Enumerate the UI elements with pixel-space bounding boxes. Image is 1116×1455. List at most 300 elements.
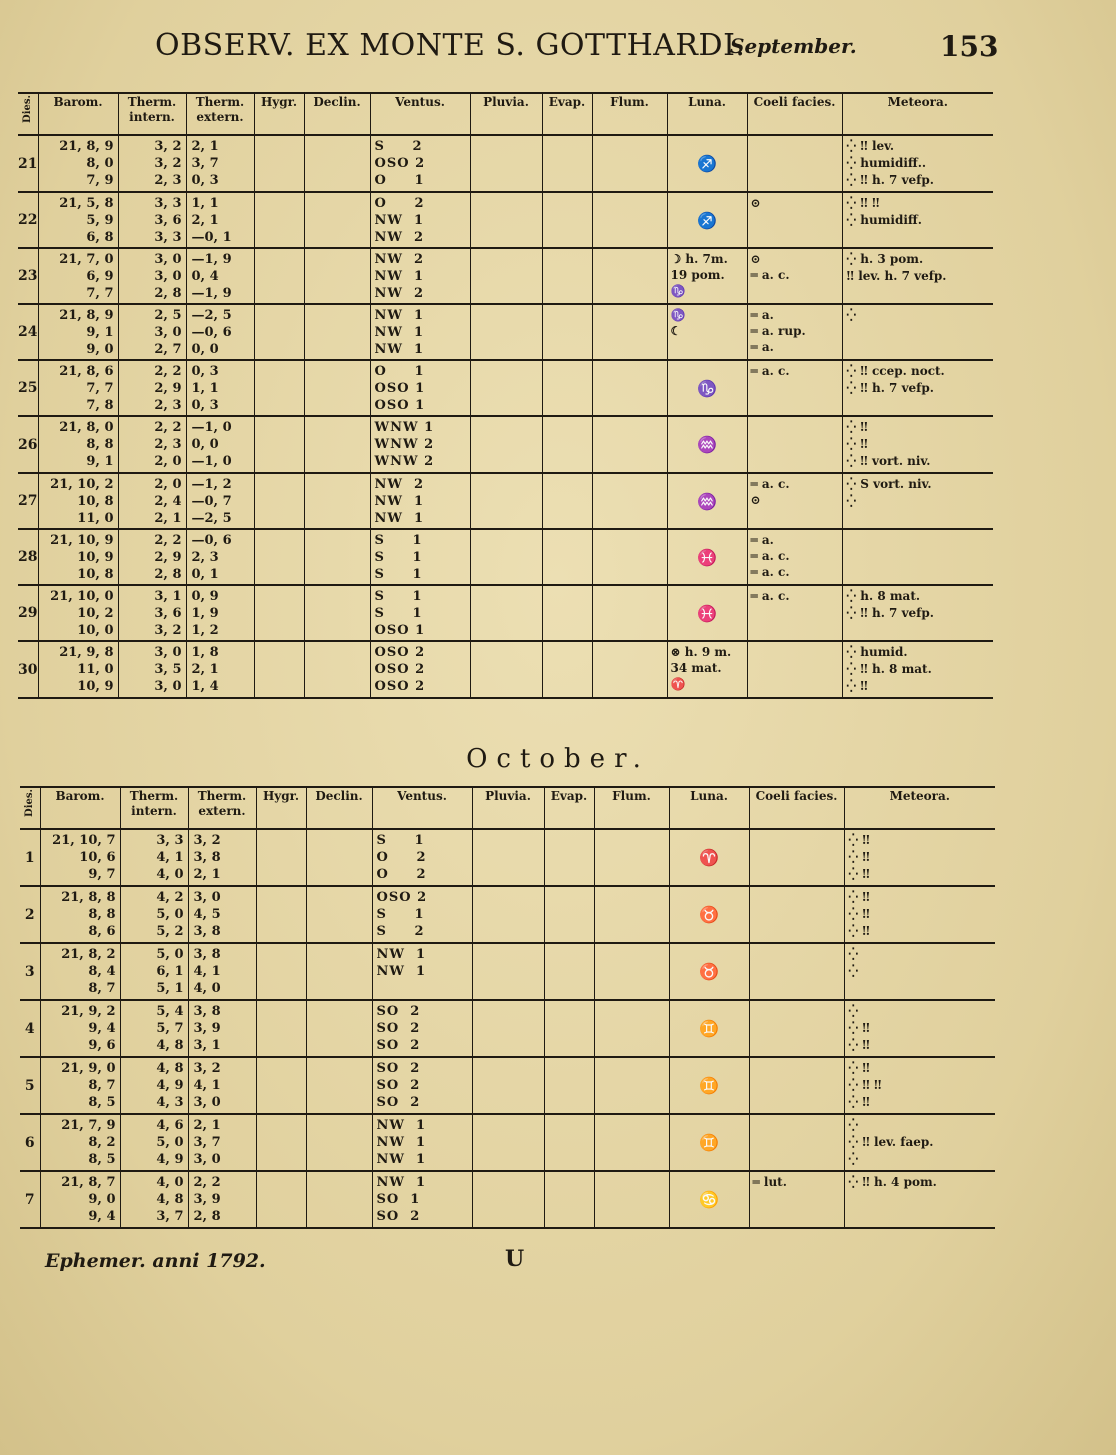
wind-value: NW 1 [376, 1118, 427, 1133]
barometer-cell [38, 585, 118, 641]
flum-cell [594, 1000, 669, 1057]
luna-cell: ♒ [667, 416, 747, 473]
therm-extern-value: 3, 7 [193, 1135, 221, 1150]
luna-cell: ♊ [669, 1114, 749, 1171]
wind-value: S 1 [376, 907, 425, 922]
meteora-note-list [845, 887, 996, 942]
luna-cell [667, 248, 747, 304]
column-header-evap: Evap. [542, 93, 592, 135]
therm-intern-cell [118, 192, 186, 248]
day-number: 26 [18, 416, 38, 473]
column-header-coeli: Coeli facies. [749, 787, 844, 829]
wind-value: OSO 1 [374, 381, 426, 396]
wind-value-list [371, 642, 470, 695]
meteora-note: ⁛ ‼ h. 7 vefp. [846, 381, 934, 395]
wind-value: OSO 2 [374, 156, 426, 171]
therm-intern-value-list [119, 474, 186, 527]
meteora-note-list [843, 361, 994, 399]
meteora-note-list [845, 830, 996, 885]
column-header-therm-extern: Therm. extern. [188, 787, 256, 829]
wind-value: S 1 [374, 550, 423, 565]
evap-cell [544, 1171, 594, 1228]
barometer-value-list [39, 249, 118, 302]
table-row [20, 1114, 995, 1171]
table-row [18, 360, 993, 416]
therm-extern-value: 2, 1 [193, 867, 221, 882]
pluvia-cell [470, 641, 542, 698]
ventus-cell [370, 473, 470, 529]
barometer-value: 9, 6 [88, 1038, 116, 1053]
wind-value: O 2 [376, 867, 427, 882]
wind-value: OSO 1 [374, 623, 426, 638]
ventus-cell [370, 416, 470, 473]
therm-intern-value-list [119, 586, 186, 639]
sky-cell [747, 135, 842, 192]
therm-intern-value: 3, 6 [154, 606, 182, 621]
barometer-value-list [39, 136, 118, 189]
therm-intern-value: 5, 4 [156, 1004, 184, 1019]
barometer-value-list [41, 830, 120, 883]
meteora-note: ⁛ [846, 494, 857, 508]
therm-intern-value: 4, 9 [156, 1152, 184, 1167]
wind-value: NW 2 [374, 230, 425, 245]
wind-value: NW 1 [374, 511, 425, 526]
wind-value: NW 1 [376, 947, 427, 962]
wind-value: OSO 2 [374, 662, 426, 677]
therm-intern-cell [118, 416, 186, 473]
day-number: 2 [20, 886, 40, 943]
barometer-value: 11, 0 [77, 511, 114, 526]
barometer-cell [40, 886, 120, 943]
wind-value: SO 2 [376, 1038, 421, 1053]
therm-extern-value-list [187, 193, 254, 246]
evap-cell [544, 886, 594, 943]
therm-intern-value: 3, 3 [154, 230, 182, 245]
barometer-value: 21, 9, 8 [59, 645, 114, 660]
column-header-evap: Evap. [544, 787, 594, 829]
therm-extern-value: 2, 1 [191, 662, 219, 677]
sky-cell [747, 416, 842, 473]
sky-aspect: ⊙ [750, 196, 761, 210]
hygr-cell [256, 886, 306, 943]
sky-cell [747, 360, 842, 416]
barometer-value: 10, 9 [77, 550, 114, 565]
pluvia-cell [470, 192, 542, 248]
luna-cell: ♊ [669, 1000, 749, 1057]
footer-ephemeris: Ephemer. anni 1792. [45, 1250, 266, 1272]
barometer-value-list [41, 1115, 120, 1168]
therm-intern-value: 3, 0 [154, 269, 182, 284]
evap-cell [544, 1000, 594, 1057]
moon-phase: ☽ h. 7m. 19 pom. ♑ [670, 252, 728, 298]
ventus-cell [370, 360, 470, 416]
barometer-value: 7, 8 [86, 398, 114, 413]
therm-intern-value: 2, 3 [154, 398, 182, 413]
table-header-row [20, 787, 995, 829]
wind-value-list [371, 305, 470, 358]
sky-cell [749, 1057, 844, 1114]
hygr-cell [256, 943, 306, 1000]
meteora-note: ⁛ S vort. niv. [846, 477, 932, 491]
wind-value: NW 1 [374, 494, 425, 509]
barometer-value: 9, 0 [88, 1192, 116, 1207]
sky-aspect: ═ a. ═ a. c. ═ a. c. [750, 533, 790, 579]
meteora-note: ⁛ ‼ [848, 1038, 870, 1052]
flum-cell [594, 829, 669, 886]
barometer-cell [38, 192, 118, 248]
therm-intern-value: 3, 2 [154, 623, 182, 638]
meteora-note: ⁛ h. 8 mat. [846, 589, 921, 603]
flum-cell [594, 943, 669, 1000]
therm-intern-value-list [121, 944, 188, 997]
table-row [20, 1057, 995, 1114]
declin-cell [304, 360, 370, 416]
wind-value-list [373, 887, 472, 940]
evap-cell [544, 1057, 594, 1114]
meteora-note: ⁛ ‼ [848, 1061, 870, 1075]
wind-value-list [373, 830, 472, 883]
therm-extern-value-list [189, 1001, 256, 1054]
therm-intern-cell [120, 943, 188, 1000]
barometer-value: 8, 2 [88, 1135, 116, 1150]
column-header-luna: Luna. [667, 93, 747, 135]
flum-cell [592, 641, 667, 698]
declin-cell [304, 304, 370, 360]
therm-extern-value: 3, 2 [193, 1061, 221, 1076]
table-row [18, 416, 993, 473]
declin-cell [306, 943, 372, 1000]
hygr-cell [256, 1114, 306, 1171]
therm-extern-value: 0, 3 [191, 173, 219, 188]
meteora-cell [844, 1000, 995, 1057]
barometer-cell [38, 304, 118, 360]
meteora-cell [842, 641, 993, 698]
barometer-value: 7, 9 [86, 173, 114, 188]
therm-intern-cell [118, 473, 186, 529]
barometer-value: 8, 6 [88, 924, 116, 939]
sky-aspect: ═ a. c. ⊙ [750, 477, 790, 507]
barometer-value: 21, 10, 2 [50, 477, 114, 492]
wind-value: SO 2 [376, 1061, 421, 1076]
therm-extern-cell [186, 641, 254, 698]
wind-value: SO 2 [376, 1004, 421, 1019]
day-number: 29 [18, 585, 38, 641]
meteora-note-list [843, 249, 994, 287]
hygr-cell [256, 1000, 306, 1057]
day-number: 30 [18, 641, 38, 698]
meteora-cell [844, 943, 995, 1000]
therm-intern-value: 4, 1 [156, 850, 184, 865]
therm-extern-cell [186, 416, 254, 473]
barometer-value: 10, 8 [77, 494, 114, 509]
page-title: OBSERV. EX MONTE S. GOTTHARDI. [155, 28, 746, 63]
therm-intern-value: 4, 8 [156, 1192, 184, 1207]
therm-extern-cell [186, 248, 254, 304]
table-row [18, 529, 993, 585]
therm-intern-cell [120, 1171, 188, 1228]
flum-cell [592, 416, 667, 473]
ventus-cell [372, 1057, 472, 1114]
therm-intern-value: 2, 8 [154, 567, 182, 582]
evap-cell [542, 304, 592, 360]
therm-extern-value: 1, 9 [191, 606, 219, 621]
barometer-value: 6, 8 [86, 230, 114, 245]
declin-cell [306, 1171, 372, 1228]
sky-cell [747, 529, 842, 585]
barometer-cell [40, 1114, 120, 1171]
therm-extern-cell [188, 1000, 256, 1057]
day-number: 5 [20, 1057, 40, 1114]
wind-value: NW 1 [376, 964, 427, 979]
pluvia-cell [470, 473, 542, 529]
therm-intern-value-list [119, 642, 186, 695]
hygr-cell [256, 1171, 306, 1228]
table-row [20, 1171, 995, 1228]
wind-value: OSO 2 [374, 645, 426, 660]
therm-intern-value: 2, 2 [154, 533, 182, 548]
therm-intern-cell [118, 641, 186, 698]
meteora-note: ⁛ h. 3 pom. [846, 252, 924, 266]
barometer-value: 9, 4 [88, 1021, 116, 1036]
meteora-cell [842, 585, 993, 641]
meteora-cell [842, 529, 993, 585]
table-row [18, 304, 993, 360]
meteora-note: ⁛ ‼ [848, 890, 870, 904]
therm-intern-value: 3, 0 [154, 252, 182, 267]
column-header-luna: Luna. [669, 787, 749, 829]
barometer-value-list [39, 417, 118, 470]
therm-intern-cell [120, 1057, 188, 1114]
therm-intern-cell [118, 248, 186, 304]
therm-extern-value: —2, 5 [191, 511, 232, 526]
column-header-flum: Flum. [594, 787, 669, 829]
therm-intern-value: 3, 5 [154, 662, 182, 677]
therm-extern-cell [186, 529, 254, 585]
meteora-note: ‼ lev. h. 7 vefp. [846, 269, 947, 283]
wind-value: SO 1 [376, 1192, 421, 1207]
meteora-cell [842, 304, 993, 360]
therm-intern-value: 3, 7 [156, 1209, 184, 1224]
therm-extern-cell [186, 192, 254, 248]
flum-cell [592, 248, 667, 304]
barometer-value: 8, 4 [88, 964, 116, 979]
sky-aspect: ═ a. c. [750, 364, 790, 378]
meteora-cell [842, 248, 993, 304]
pluvia-cell [470, 585, 542, 641]
meteora-cell [842, 416, 993, 473]
declin-cell [306, 1057, 372, 1114]
declin-cell [306, 1114, 372, 1171]
therm-extern-cell [188, 1171, 256, 1228]
barometer-value: 21, 8, 7 [61, 1175, 116, 1190]
barometer-value: 21, 5, 8 [59, 196, 114, 211]
wind-value-list [371, 417, 470, 470]
barometer-value: 21, 7, 9 [61, 1118, 116, 1133]
table-row [20, 886, 995, 943]
wind-value-list [371, 136, 470, 189]
therm-intern-value-list [119, 193, 186, 246]
meteora-note: ⁛ ‼ lev. faep. [848, 1135, 934, 1149]
therm-intern-value: 3, 2 [154, 139, 182, 154]
therm-extern-value: 3, 8 [193, 924, 221, 939]
sky-cell [749, 943, 844, 1000]
wind-value-list [373, 1115, 472, 1168]
meteora-note-list [845, 1058, 996, 1113]
declin-cell [304, 416, 370, 473]
therm-intern-value-list [119, 136, 186, 189]
wind-value: NW 1 [376, 1175, 427, 1190]
barometer-value-list [41, 1172, 120, 1225]
column-header-coeli: Coeli facies. [747, 93, 842, 135]
therm-intern-cell [118, 585, 186, 641]
day-number: 24 [18, 304, 38, 360]
barometer-value: 5, 9 [86, 213, 114, 228]
therm-intern-value: 5, 7 [156, 1021, 184, 1036]
month-label: September. [730, 34, 857, 58]
therm-extern-cell [186, 135, 254, 192]
pluvia-cell [472, 829, 544, 886]
ventus-cell [370, 192, 470, 248]
therm-extern-value: 1, 1 [191, 381, 219, 396]
flum-cell [592, 473, 667, 529]
barometer-value: 9, 7 [88, 867, 116, 882]
therm-extern-value-list [189, 1172, 256, 1225]
declin-cell [304, 641, 370, 698]
hygr-cell [254, 641, 304, 698]
barometer-value: 21, 8, 2 [61, 947, 116, 962]
luna-cell [667, 641, 747, 698]
therm-extern-value-list [187, 642, 254, 695]
therm-extern-value: 0, 4 [191, 269, 219, 284]
therm-intern-value: 3, 1 [154, 589, 182, 604]
therm-intern-value: 2, 0 [154, 477, 182, 492]
wind-value-list [373, 1172, 472, 1225]
barometer-value-list [41, 1058, 120, 1111]
therm-intern-value: 5, 0 [156, 1135, 184, 1150]
therm-extern-value-list [187, 361, 254, 414]
barometer-cell [38, 135, 118, 192]
table-row [20, 943, 995, 1000]
luna-cell: ♑ [667, 360, 747, 416]
barometer-value-list [39, 305, 118, 358]
therm-extern-value: —0, 6 [191, 533, 232, 548]
therm-intern-value: 5, 0 [156, 907, 184, 922]
meteora-note: ⁛ ‼ ‼ [846, 196, 880, 210]
column-header-dies [18, 93, 38, 135]
wind-value-list [371, 193, 470, 246]
moon-phase: ♑ ☾ [670, 308, 686, 338]
therm-extern-value: 3, 0 [193, 1152, 221, 1167]
ventus-cell [370, 585, 470, 641]
meteora-note-list [843, 305, 994, 326]
wind-value: WNW 2 [374, 454, 435, 469]
declin-cell [306, 886, 372, 943]
barometer-value-list [41, 1001, 120, 1054]
wind-value: OSO 2 [374, 679, 426, 694]
barometer-cell [40, 943, 120, 1000]
signature-mark: U [505, 1246, 525, 1272]
wind-value: NW 1 [374, 308, 425, 323]
meteora-note: ⁛ ‼ h. 7 vefp. [846, 173, 934, 187]
meteora-cell [844, 1057, 995, 1114]
meteora-note: ⁛ [848, 1118, 859, 1132]
therm-intern-value: 3, 3 [154, 196, 182, 211]
therm-extern-value-list [189, 1115, 256, 1168]
day-number: 6 [20, 1114, 40, 1171]
barometer-value: 10, 9 [77, 679, 114, 694]
therm-extern-value: —1, 2 [191, 477, 232, 492]
meteora-note: ⁛ ‼ [848, 907, 870, 921]
sky-cell [747, 641, 842, 698]
wind-value: O 1 [374, 173, 425, 188]
column-header-ventus: Ventus. [370, 93, 470, 135]
meteora-note: ⁛ ‼ [846, 679, 868, 693]
wind-value: NW 1 [374, 269, 425, 284]
meteora-note: ⁛ ‼ h. 8 mat. [846, 662, 932, 676]
barometer-value: 10, 0 [77, 623, 114, 638]
therm-extern-value: 0, 3 [191, 364, 219, 379]
ventus-cell [372, 1114, 472, 1171]
hygr-cell [254, 135, 304, 192]
wind-value: NW 1 [374, 325, 425, 340]
meteora-note-list [843, 642, 994, 697]
day-number: 3 [20, 943, 40, 1000]
column-header-declin: Declin. [304, 93, 370, 135]
wind-value: OSO 1 [374, 398, 426, 413]
table-row [20, 1000, 995, 1057]
wind-value: NW 2 [374, 252, 425, 267]
therm-extern-value: 3, 0 [193, 890, 221, 905]
evap-cell [542, 248, 592, 304]
day-number: 21 [18, 135, 38, 192]
therm-extern-value: —0, 1 [191, 230, 232, 245]
therm-extern-value: 1, 1 [191, 196, 219, 211]
barometer-value: 10, 2 [77, 606, 114, 621]
barometer-cell [38, 360, 118, 416]
therm-intern-cell [120, 886, 188, 943]
wind-value: NW 2 [374, 477, 425, 492]
therm-extern-cell [186, 304, 254, 360]
hygr-cell [254, 360, 304, 416]
evap-cell [542, 416, 592, 473]
ventus-cell [370, 641, 470, 698]
pluvia-cell [470, 360, 542, 416]
day-number: 27 [18, 473, 38, 529]
barometer-value: 21, 7, 0 [59, 252, 114, 267]
therm-extern-value-list [189, 944, 256, 997]
ventus-cell [372, 886, 472, 943]
declin-cell [304, 192, 370, 248]
meteora-note: ⁛ ‼ [848, 833, 870, 847]
sky-cell [749, 1114, 844, 1171]
meteora-note: ⁛ humid. [846, 645, 908, 659]
evap-cell [542, 360, 592, 416]
meteora-note-list [845, 1172, 996, 1193]
therm-intern-value: 4, 8 [156, 1061, 184, 1076]
pluvia-cell [470, 248, 542, 304]
flum-cell [594, 1057, 669, 1114]
therm-intern-value: 3, 0 [154, 679, 182, 694]
wind-value-list [371, 530, 470, 583]
therm-extern-value-list [187, 305, 254, 358]
therm-extern-value: 3, 8 [193, 947, 221, 962]
column-header-barom: Barom. [40, 787, 120, 829]
barometer-value: 8, 5 [88, 1152, 116, 1167]
sky-aspect: ═ a. c. [750, 589, 790, 603]
therm-extern-value: —1, 0 [191, 454, 232, 469]
therm-intern-value: 2, 7 [154, 342, 182, 357]
barometer-value: 8, 5 [88, 1095, 116, 1110]
